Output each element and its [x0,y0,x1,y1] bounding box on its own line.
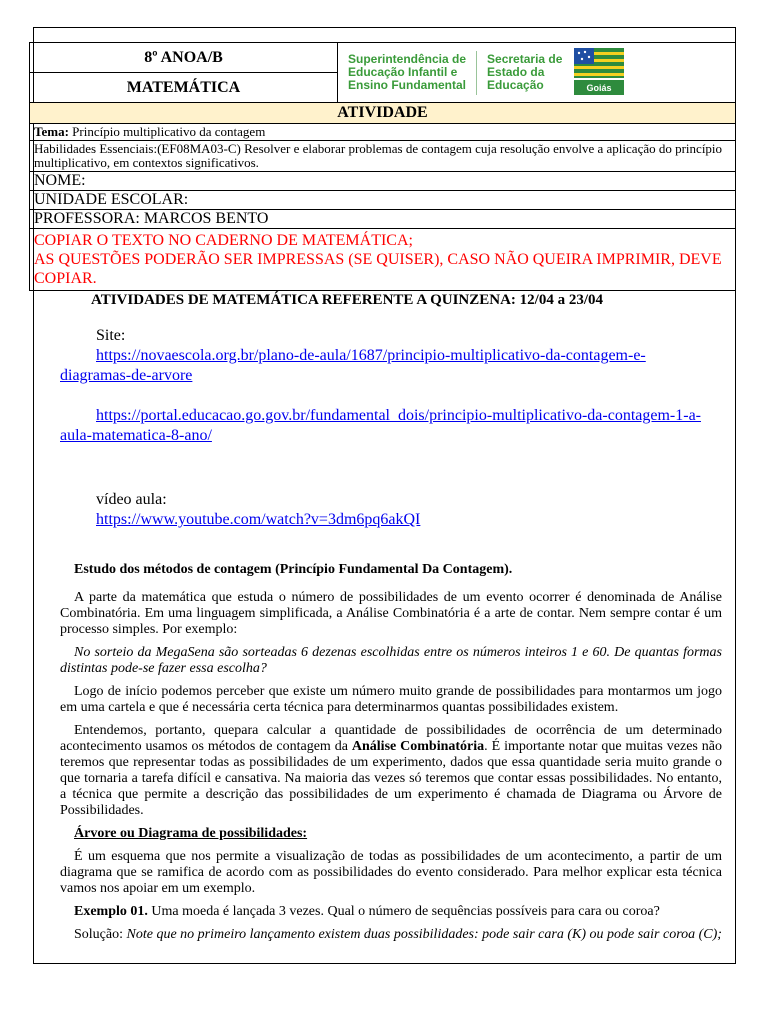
paragraph-analysis: Entendemos, portanto, quepara calcular a quantidade de possibilidades de ocorrência de um determinado acontecimento usamos os métodos de contagem da Análise Combinatória. É importante notar que muitas vezes não teremos que representar todas as possibilidades de um experimento, dados que essa quantidade seria muito grande o que tornaria a tarefa difícil e cansativa. Na maioria das vezes só teremos que contar essas possibilidades. No entanto, a técnica que permite a descrição das possibilidades de um experimento é chamada de Diagrama ou Árvore de Possibilidades. [60,723,722,818]
subject-label: MATEMÁTICA [30,73,338,103]
logo-divider [476,51,477,95]
instruction-copy: COPIAR O TEXTO NO CADERNO DE MATEMÁTICA; [34,232,413,249]
tema-row [30,124,736,141]
solution: Solução: Note que no primeiro lançamento existem duas possibilidades: pode sair cara (K) ou pode sair coroa (C); [74,927,722,942]
instructions-block [30,229,736,291]
megasena-example: No sorteio da MegaSena são sorteadas 6 dezenas escolhidas entre os números inteiros 1 e 60. De quantas formas distintas pode-se fazer essa escolha? [60,645,722,676]
tree-diagram-heading: Árvore ou Diagrama de possibilidades: [74,826,308,841]
logo-area [338,43,736,103]
goias-flag-icon [574,48,624,98]
tema-value: Princípio multiplicativo da contagem [72,124,266,139]
links-section [60,326,710,530]
unidade-escolar-field: UNIDADE ESCOLAR: [30,191,736,210]
youtube-link[interactable]: https://www.youtube.com/watch?v=3dm6pq6akQI [96,511,421,528]
paragraph-tree: É um esquema que nos permite a visualização de todas as possibilidades de um acontecimento, a partir de um diagrama que se ramifica de acordo com as possibilidades do evento considerado. Para melhor explicar esta técnica vamos nos apoiar em um exemplo. [60,849,722,896]
habilidades-text: Habilidades Essenciais:(EF08MA03-C) Resolver e elaborar problemas de contagem cuja resolução envolve a aplicação do princípio multiplicativo, em contextos significativos. [30,141,736,172]
portal-educacao-link[interactable]: https://portal.educacao.go.gov.br/fundamental_dois/principio-multiplicativo-da-contagem-1-a-aula-matematica-8-ano/ [60,407,701,444]
activities-title: ATIVIDADES DE MATEMÁTICA REFERENTE A QUINZENA: 12/04 a 23/04 [91,292,604,308]
professora-field: PROFESSORA: MARCOS BENTO [30,210,736,229]
nome-field: NOME: [30,172,736,191]
flag-caption: Goiás [586,82,612,93]
paragraph-intro: A parte da matemática que estuda o número de possibilidades de um evento ocorrer é denominada de Análise Combinatória. Em uma linguagem simplificada, a Análise Combinatória é a arte de contar. Nem sempre contar é um processo simples. Por exemplo: [60,590,722,637]
header-table [29,42,736,291]
site-label: Site: [96,327,126,344]
grade-label: 8º ANOA/B [30,43,338,73]
instruction-print: AS QUESTÕES PODERÃO SER IMPRESSAS (SE QUISER), CASO NÃO QUEIRA IMPRIMIR, DEVE COPIAR. [34,251,722,287]
video-label: vídeo aula: [96,491,167,508]
secretaria-logo-text: Secretaria de Estado da Educação [487,52,563,92]
paragraph-possibilities: Logo de início podemos perceber que existe um número muito grande de possibilidades para montarmos um jogo em uma cartela e que é necessária certa técnica para determinarmos quantas possibilidades existem. [60,684,722,715]
section-heading: Estudo dos métodos de contagem (Princípio Fundamental Da Contagem). [74,562,513,577]
nova-escola-link[interactable]: https://novaescola.org.br/plano-de-aula/1687/principio-multiplicativo-da-contagem-e-diagramas-de-arvore [60,347,646,384]
tema-label: Tema: [34,124,69,139]
superintendencia-logo-text: Superintendência de Educação Infantil e Ensino Fundamental [348,52,467,92]
activity-label: ATIVIDADE [30,103,736,124]
body-text [60,562,722,950]
example-01: Exemplo 01. Uma moeda é lançada 3 vezes. Qual o número de sequências possíveis para cara ou coroa? [74,904,660,919]
